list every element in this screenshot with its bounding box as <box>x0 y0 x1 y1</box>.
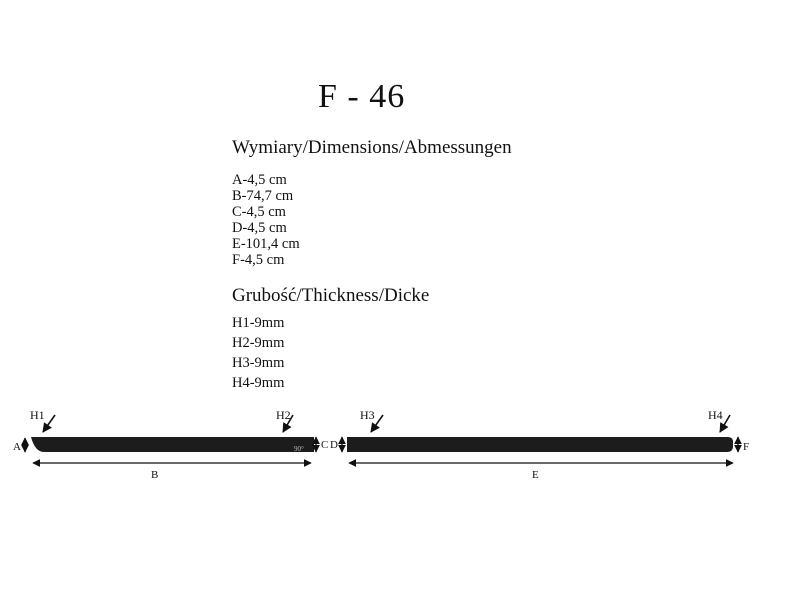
product-code-title: F - 46 <box>318 78 406 115</box>
dimension-c: C-4,5 cm <box>232 204 286 220</box>
label-h3: H3 <box>360 408 375 422</box>
dimension-b: B-74,7 cm <box>232 188 294 204</box>
label-d: D <box>330 439 338 451</box>
right-strip <box>347 437 733 452</box>
thickness-h1: H1-9mm <box>232 315 285 331</box>
label-c: C <box>321 439 329 451</box>
label-b: B <box>151 469 159 481</box>
thickness-h3: H3-9mm <box>232 355 285 371</box>
dimension-e: E-101,4 cm <box>232 236 300 252</box>
label-e: E <box>532 469 539 481</box>
h1-pointer <box>43 415 55 432</box>
label-f: F <box>743 441 750 453</box>
dimension-a: A-4,5 cm <box>232 172 287 188</box>
label-h4: H4 <box>708 408 723 422</box>
label-h2: H2 <box>276 408 291 422</box>
thickness-heading: Grubość/Thickness/Dicke <box>232 285 430 306</box>
label-a: A <box>13 441 21 453</box>
thickness-h4: H4-9mm <box>232 375 285 391</box>
label-h1: H1 <box>30 408 45 422</box>
left-strip <box>31 437 314 452</box>
thickness-h2: H2-9mm <box>232 335 285 351</box>
dimensions-heading: Wymiary/Dimensions/Abmessungen <box>232 137 512 158</box>
dimension-f: F-4,5 cm <box>232 252 285 268</box>
angle-label: 90° <box>294 445 304 453</box>
dimension-d: D-4,5 cm <box>232 220 287 236</box>
